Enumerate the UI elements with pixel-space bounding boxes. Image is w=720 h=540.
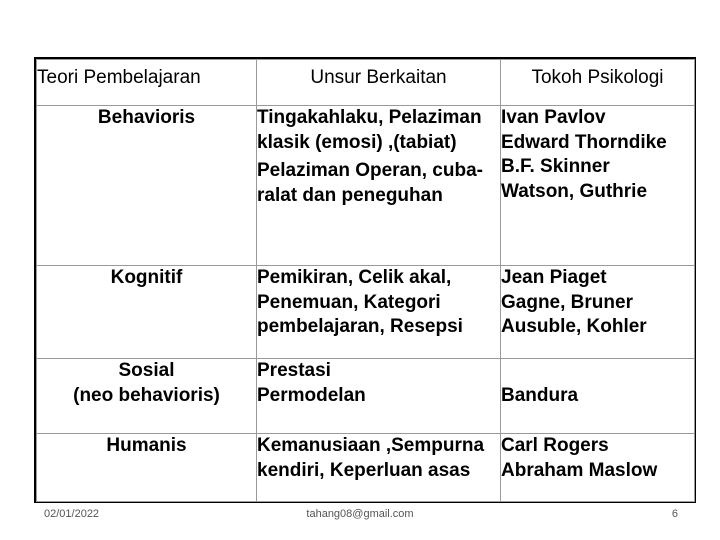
figure-name: Ausuble, Kohler — [501, 316, 647, 338]
footer-date: 02/01/2022 — [44, 508, 100, 520]
theory-name: Sosial — [118, 360, 175, 381]
figures-cell — [501, 266, 695, 359]
theory-cell — [37, 106, 257, 266]
figure-name: Jean Piaget — [501, 267, 607, 288]
table-row-humanis — [37, 434, 695, 502]
element-line: Penemuan, Kategori — [257, 291, 441, 313]
element-line: pembelajaran, Resepsi — [257, 316, 463, 338]
figure-name: Carl Rogers — [501, 435, 609, 456]
figure-name: Watson, Guthrie — [501, 181, 648, 203]
element-line: Kemanusiaan ,Sempurna — [257, 435, 485, 456]
figure-name: Ivan Pavlov — [501, 107, 606, 128]
figure-spacer — [501, 359, 694, 384]
figure-name: Bandura — [501, 384, 579, 406]
figures-cell — [501, 434, 695, 502]
figures-cell — [501, 106, 695, 266]
table-row-behavioris — [37, 106, 695, 266]
element-line: Prestasi — [257, 360, 331, 381]
element-line: Permodelan — [257, 384, 366, 406]
element-line: kendiri, Keperluan asas — [257, 459, 471, 481]
table-header-row — [37, 60, 695, 106]
elements-cell — [257, 359, 501, 434]
theory-name: Kognitif — [110, 267, 183, 288]
header-tokoh: Tokoh Psikologi — [501, 60, 695, 106]
header-unsur: Unsur Berkaitan — [257, 60, 501, 106]
element-line: Tingakahlaku, Pelaziman — [257, 107, 482, 128]
theory-name: Humanis — [106, 435, 187, 456]
elements-cell — [257, 266, 501, 359]
figure-name: Edward Thorndike — [501, 131, 667, 153]
elements-cell — [257, 106, 501, 266]
element-line: ralat dan peneguhan — [257, 185, 443, 207]
footer-page-number: 6 — [671, 508, 678, 520]
learning-theory-table — [36, 59, 695, 502]
elements-cell — [257, 434, 501, 502]
element-line: Pelaziman Operan, cuba- — [257, 160, 483, 182]
element-line: Pemikiran, Celik akal, — [257, 267, 452, 288]
figure-name: B.F. Skinner — [501, 156, 610, 178]
theory-subname: (neo behavioris) — [73, 384, 220, 406]
figure-name: Abraham Maslow — [501, 459, 658, 481]
header-teori: Teori Pembelajaran — [37, 60, 257, 106]
theory-name: Behavioris — [97, 107, 196, 128]
table-row-sosial — [37, 359, 695, 434]
figure-name: Gagne, Bruner — [501, 291, 633, 313]
footer-email: tahang08@gmail.com — [306, 508, 414, 520]
table-row-kognitif — [37, 266, 695, 359]
theory-cell — [37, 359, 257, 434]
figures-cell — [501, 359, 695, 434]
element-line: klasik (emosi) ,(tabiat) — [257, 131, 457, 153]
theory-cell — [37, 434, 257, 502]
theory-cell — [37, 266, 257, 359]
